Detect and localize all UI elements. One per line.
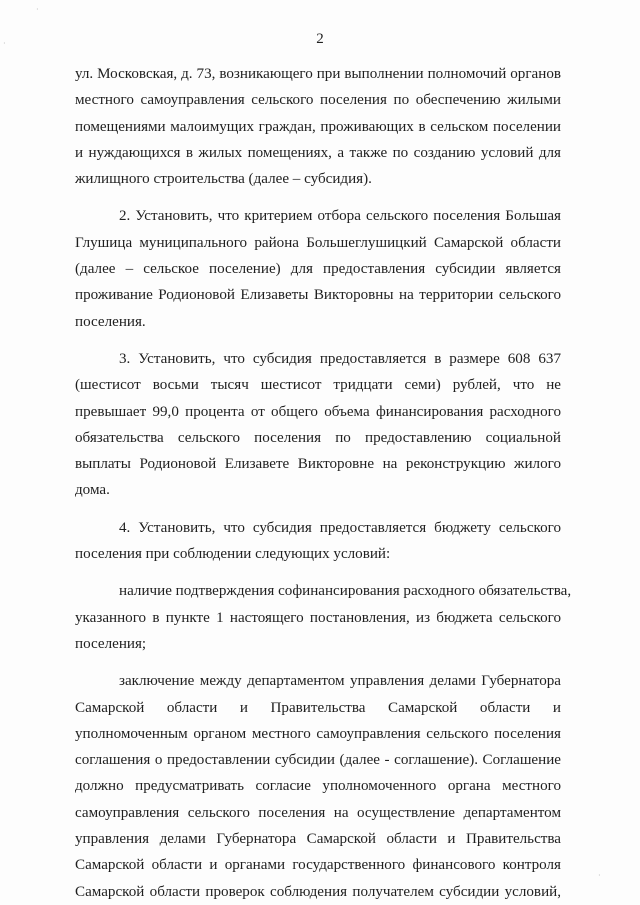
text-line: ул. Московская, д. 73, возникающего при выполнении полномочий органов (75, 66, 561, 82)
text-line: дома. (75, 482, 110, 499)
text-line: указанного в пункте 1 настоящего постановления, из бюджета сельского (75, 609, 561, 626)
text-line: местного самоуправления сельского поселения по обеспечению жилыми (75, 92, 561, 109)
page-number: 2 (316, 31, 324, 47)
text-line: поселения. (75, 313, 146, 330)
text-line: обязательства сельского поселения по предоставлению социальной (75, 429, 561, 446)
document-body (75, 61, 572, 905)
paragraph-condition-1 (75, 578, 572, 657)
paragraph-condition-2 (75, 668, 561, 905)
text-line: самоуправления сельского поселения на осуществление департаментом (75, 804, 561, 821)
text-line: (шестисот восьми тысяч шестисот тридцати семи) рублей, что не (75, 377, 561, 394)
text-line: Самарской области и органами государственного финансового контроля (75, 857, 561, 874)
text-line: 4. Установить, что субсидия предоставляется бюджету сельского (119, 519, 561, 536)
scan-speck: · (36, 5, 39, 14)
text-line: помещениями малоимущих граждан, проживающих в сельском поселении (75, 118, 561, 135)
text-line: уполномоченным органом местного самоуправления сельского поселения (75, 725, 561, 742)
text-line: и нуждающихся в жилых помещениях, а также по созданию условий для (75, 144, 561, 161)
text-line: Самарской области и Правительства Самарской области и (75, 699, 561, 716)
text-line: выплаты Родионовой Елизавете Викторовне на реконструкцию жилого (75, 456, 561, 473)
paragraph-item-3 (75, 346, 561, 504)
text-line: должно предусматривать согласие уполномоченного органа местного (75, 778, 561, 795)
paragraph-item-2 (75, 203, 561, 334)
text-line: 3. Установить, что субсидия предоставляется в размере 608 637 (119, 350, 561, 367)
scan-speck: · (3, 39, 6, 48)
text-line: Глушица муниципального района Большеглушицкий Самарской области (75, 234, 561, 251)
text-line: соглашения о предоставлении субсидии (далее - соглашение). Соглашение (75, 752, 561, 769)
text-line: заключение между департаментом управления делами Губернатора (119, 673, 561, 690)
text-line: 2. Установить, что критерием отбора сельского поселения Большая (119, 208, 561, 225)
paragraph-continuation (75, 61, 561, 192)
text-line: жилищного строительства (далее – субсидия). (75, 171, 372, 188)
text-line: (далее – сельское поселение) для предоставления субсидии является (75, 261, 561, 278)
text-line: поселения; (75, 635, 147, 652)
text-line: проживание Родионовой Елизаветы Викторовны на территории сельского (75, 287, 561, 304)
text-line: превышает 99,0 процента от общего объема финансирования расходного (75, 403, 561, 420)
text-line: наличие подтверждения софинансирования расходного обязательства, (119, 583, 572, 600)
paragraph-item-4 (75, 515, 561, 568)
text-line: управления делами Губернатора Самарской области и Правительства (75, 831, 561, 848)
text-line: поселения при соблюдении следующих условий: (75, 546, 391, 563)
scan-speck: · (598, 871, 601, 880)
text-line: Самарской области проверок соблюдения получателем субсидии условий, (75, 883, 561, 900)
